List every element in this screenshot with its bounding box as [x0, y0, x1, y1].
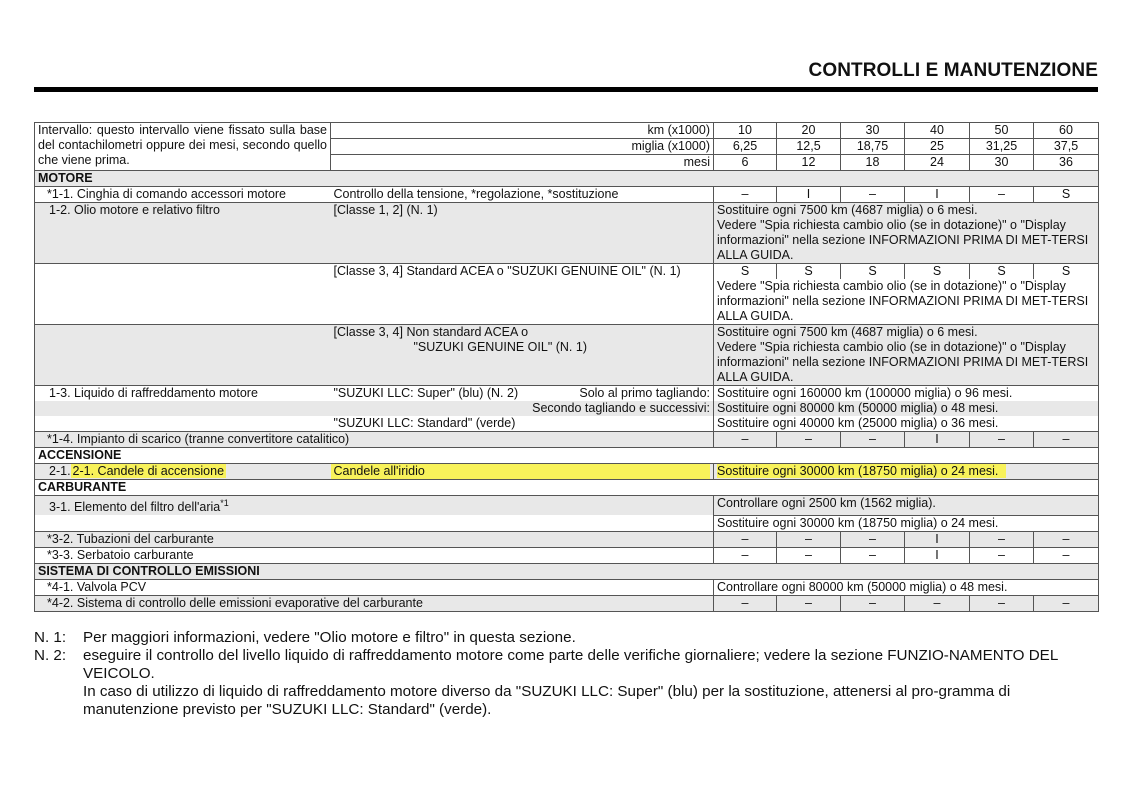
liquido-super-cell	[331, 386, 714, 402]
interval-description: Intervallo: questo intervallo viene fissato sulla base del contachilometri oppure dei mesi, secondo quello che viene prima.	[35, 123, 331, 171]
candele-text: Sostituire ogni 30000 km (18750 miglia) o 24 mesi.	[717, 464, 1006, 478]
liquido-standard-spec: "SUZUKI LLC: Standard" (verde)	[333, 416, 516, 430]
footnote-label: N. 2:	[34, 647, 67, 664]
footnote-n2-continuation: In caso di utilizzo di liquido di raffreddamento motore diverso da "SUZUKI LLC: Super" (blu) per la sostituzione, attenersi al pro-gramma di manutenzione previsto per "SUZUKI LLC: Standard" (verde).	[83, 683, 1011, 718]
table-row	[35, 496, 1099, 516]
schedule-value: I	[905, 432, 970, 448]
km-value: 30	[841, 123, 905, 139]
schedule-value: –	[841, 187, 905, 203]
filtro-text-1: Controllare ogni 2500 km (1562 miglia).	[714, 496, 1099, 516]
schedule-value: –	[1034, 432, 1099, 448]
item-filtro-footnote: *1	[220, 498, 229, 508]
liquido-first-text: Sostituire ogni 160000 km (100000 miglia) o 96 mesi.	[714, 386, 1099, 402]
schedule-value: –	[1034, 595, 1099, 611]
months-value: 6	[714, 155, 777, 171]
olio-spec-classe-3-4-standard: [Classe 3, 4] Standard ACEA o "SUZUKI GENUINE OIL" (N. 1)	[331, 264, 714, 280]
liquido-second-text: Sostituire ogni 80000 km (50000 miglia) o 48 mesi.	[714, 401, 1099, 416]
footnotes	[34, 629, 1098, 719]
section-title: CARBURANTE	[35, 480, 1099, 496]
miles-value: 25	[905, 139, 970, 155]
schedule-value: –	[777, 547, 841, 563]
schedule-value: S	[905, 264, 970, 280]
table-row	[35, 547, 1099, 563]
olio-text-classe-3-4-standard: Vedere "Spia richiesta cambio olio (se in dotazione)" o "Display informazioni" nella sezione INFORMAZIONI PRIMA DI MET-TERSI ALLA GUIDA.	[714, 279, 1099, 325]
olio-spec-line: "SUZUKI GENUINE OIL" (N. 1)	[413, 340, 587, 354]
schedule-value: S	[1034, 187, 1099, 203]
candele-spec: Candele all'iridio	[331, 464, 711, 479]
section-title: MOTORE	[35, 171, 1099, 187]
table-row	[35, 416, 1099, 432]
schedule-value: –	[970, 595, 1034, 611]
schedule-value: –	[841, 595, 905, 611]
item-cinghia: *1-1. Cinghia di comando accessori motore	[35, 187, 331, 203]
table-row	[35, 579, 1099, 595]
footnote-text: eseguire il controllo del livello liquido di raffreddamento motore come parte delle verifiche giornaliere; vedere la sezione FUNZIO-NAMENTO DEL VEICOLO.	[83, 647, 1058, 682]
footnote-text: Per maggiori informazioni, vedere "Olio motore e filtro" in questa sezione.	[83, 629, 576, 646]
km-label: km (x1000)	[331, 123, 714, 139]
candele-spec-cell	[331, 464, 714, 480]
footnote-label: N. 1:	[34, 629, 67, 646]
olio-text-line: Vedere "Spia richiesta cambio olio (se in dotazione)" o "Display informazioni" nella sezione INFORMAZIONI PRIMA DI MET-TERSI ALLA GUIDA.	[717, 340, 1089, 384]
schedule-value: S	[714, 264, 777, 280]
miles-value: 6,25	[714, 139, 777, 155]
schedule-value: –	[841, 432, 905, 448]
interval-row-km	[35, 123, 1099, 139]
schedule-value: I	[777, 187, 841, 203]
liquido-super-spec: "SUZUKI LLC: Super" (blu) (N. 2)	[333, 386, 519, 400]
item-evap: *4-2. Sistema di controllo delle emissioni evaporative del carburante	[35, 595, 714, 611]
item-candele	[35, 464, 331, 480]
table-row	[35, 464, 1099, 480]
schedule-value: –	[777, 531, 841, 547]
olio-text-line: Sostituire ogni 7500 km (4687 miglia) o 6 mesi.	[717, 203, 978, 217]
table-row	[35, 515, 1099, 531]
schedule-value: I	[905, 531, 970, 547]
miles-value: 18,75	[841, 139, 905, 155]
item-candele-number: 2-1.	[49, 464, 71, 478]
schedule-value: S	[970, 264, 1034, 280]
item-filtro-label: 3-1. Elemento del filtro dell'aria	[49, 500, 221, 515]
schedule-value: –	[841, 547, 905, 563]
miles-value: 37,5	[1034, 139, 1099, 155]
item-filtro	[35, 496, 331, 516]
liquido-second-label: Secondo tagliando e successivi:	[532, 401, 710, 415]
table-row	[35, 432, 1099, 448]
title-rule	[34, 87, 1098, 92]
table-row	[35, 386, 1099, 402]
schedule-value: –	[714, 595, 777, 611]
table-row	[35, 325, 1099, 386]
months-value: 24	[905, 155, 970, 171]
schedule-value: –	[777, 595, 841, 611]
liquido-first-label: Solo al primo tagliando:	[579, 386, 710, 400]
km-value: 50	[970, 123, 1034, 139]
olio-text-classe-3-4-non-standard	[714, 325, 1099, 386]
schedule-value: –	[970, 187, 1034, 203]
olio-spec-classe-1-2: [Classe 1, 2] (N. 1)	[331, 203, 714, 264]
km-value: 20	[777, 123, 841, 139]
schedule-value: –	[970, 432, 1034, 448]
table-row	[35, 401, 1099, 416]
section-title: SISTEMA DI CONTROLLO EMISSIONI	[35, 563, 1099, 579]
item-action: Controllo della tensione, *regolazione, *sostituzione	[333, 187, 619, 201]
table-row	[35, 203, 1099, 264]
section-header-motore	[35, 171, 1099, 187]
footnote-n1	[34, 629, 1098, 647]
schedule-value: S	[777, 264, 841, 280]
item-serbatoio: *3-3. Serbatoio carburante	[35, 547, 714, 563]
section-title: ACCENSIONE	[35, 448, 1099, 464]
months-label: mesi	[331, 155, 714, 171]
schedule-value: –	[777, 432, 841, 448]
miles-value: 31,25	[970, 139, 1034, 155]
schedule-value: S	[1034, 264, 1099, 280]
schedule-value: –	[714, 531, 777, 547]
section-header-emissioni	[35, 563, 1099, 579]
schedule-value: –	[1034, 547, 1099, 563]
table-row	[35, 531, 1099, 547]
table-row	[35, 279, 1099, 325]
footnote-n2	[34, 647, 1098, 683]
olio-text-classe-1-2	[714, 203, 1099, 264]
months-value: 30	[970, 155, 1034, 171]
table-row	[35, 595, 1099, 611]
maintenance-schedule-table	[34, 122, 1099, 612]
olio-spec-classe-3-4-non-standard	[331, 325, 714, 386]
schedule-value: –	[714, 432, 777, 448]
liquido-standard-text: Sostituire ogni 40000 km (25000 miglia) o 36 mesi.	[714, 416, 1099, 432]
olio-text-line: Sostituire ogni 7500 km (4687 miglia) o 6 mesi.	[717, 325, 978, 339]
filtro-text-2: Sostituire ogni 30000 km (18750 miglia) o 24 mesi.	[714, 515, 1099, 531]
miles-value: 12,5	[777, 139, 841, 155]
olio-spec-line: [Classe 3, 4] Non standard ACEA o	[333, 325, 529, 339]
months-value: 36	[1034, 155, 1099, 171]
schedule-value: –	[970, 547, 1034, 563]
item-scarico: *1-4. Impianto di scarico (tranne convertitore catalitico)	[35, 432, 714, 448]
pcv-text: Controllare ogni 80000 km (50000 miglia) o 48 mesi.	[714, 579, 1099, 595]
schedule-value: S	[841, 264, 905, 280]
item-liquido: 1-3. Liquido di raffreddamento motore	[35, 386, 331, 402]
section-header-carburante	[35, 480, 1099, 496]
item-olio: 1-2. Olio motore e relativo filtro	[35, 203, 331, 264]
schedule-value: –	[1034, 531, 1099, 547]
page-title: CONTROLLI E MANUTENZIONE	[808, 60, 1098, 81]
schedule-value: –	[714, 187, 777, 203]
schedule-value: I	[905, 547, 970, 563]
km-value: 60	[1034, 123, 1099, 139]
section-header-accensione	[35, 448, 1099, 464]
schedule-value: –	[970, 531, 1034, 547]
schedule-value: –	[714, 547, 777, 563]
months-value: 12	[777, 155, 841, 171]
schedule-value: –	[841, 531, 905, 547]
schedule-value: I	[905, 187, 970, 203]
km-value: 10	[714, 123, 777, 139]
km-value: 40	[905, 123, 970, 139]
months-value: 18	[841, 155, 905, 171]
table-row	[35, 264, 1099, 280]
olio-text-line: Vedere "Spia richiesta cambio olio (se in dotazione)" o "Display informazioni" nella sezione INFORMAZIONI PRIMA DI MET-TERSI ALLA GUIDA.	[717, 218, 1089, 262]
table-row	[35, 187, 1099, 203]
item-tubazioni: *3-2. Tubazioni del carburante	[35, 531, 714, 547]
item-candele-label: 2-1. Candele di accensione	[72, 464, 225, 478]
schedule-value: –	[905, 595, 970, 611]
item-pcv: *4-1. Valvola PCV	[35, 579, 331, 595]
candele-text-cell	[714, 464, 1099, 480]
miles-label: miglia (x1000)	[331, 139, 714, 155]
